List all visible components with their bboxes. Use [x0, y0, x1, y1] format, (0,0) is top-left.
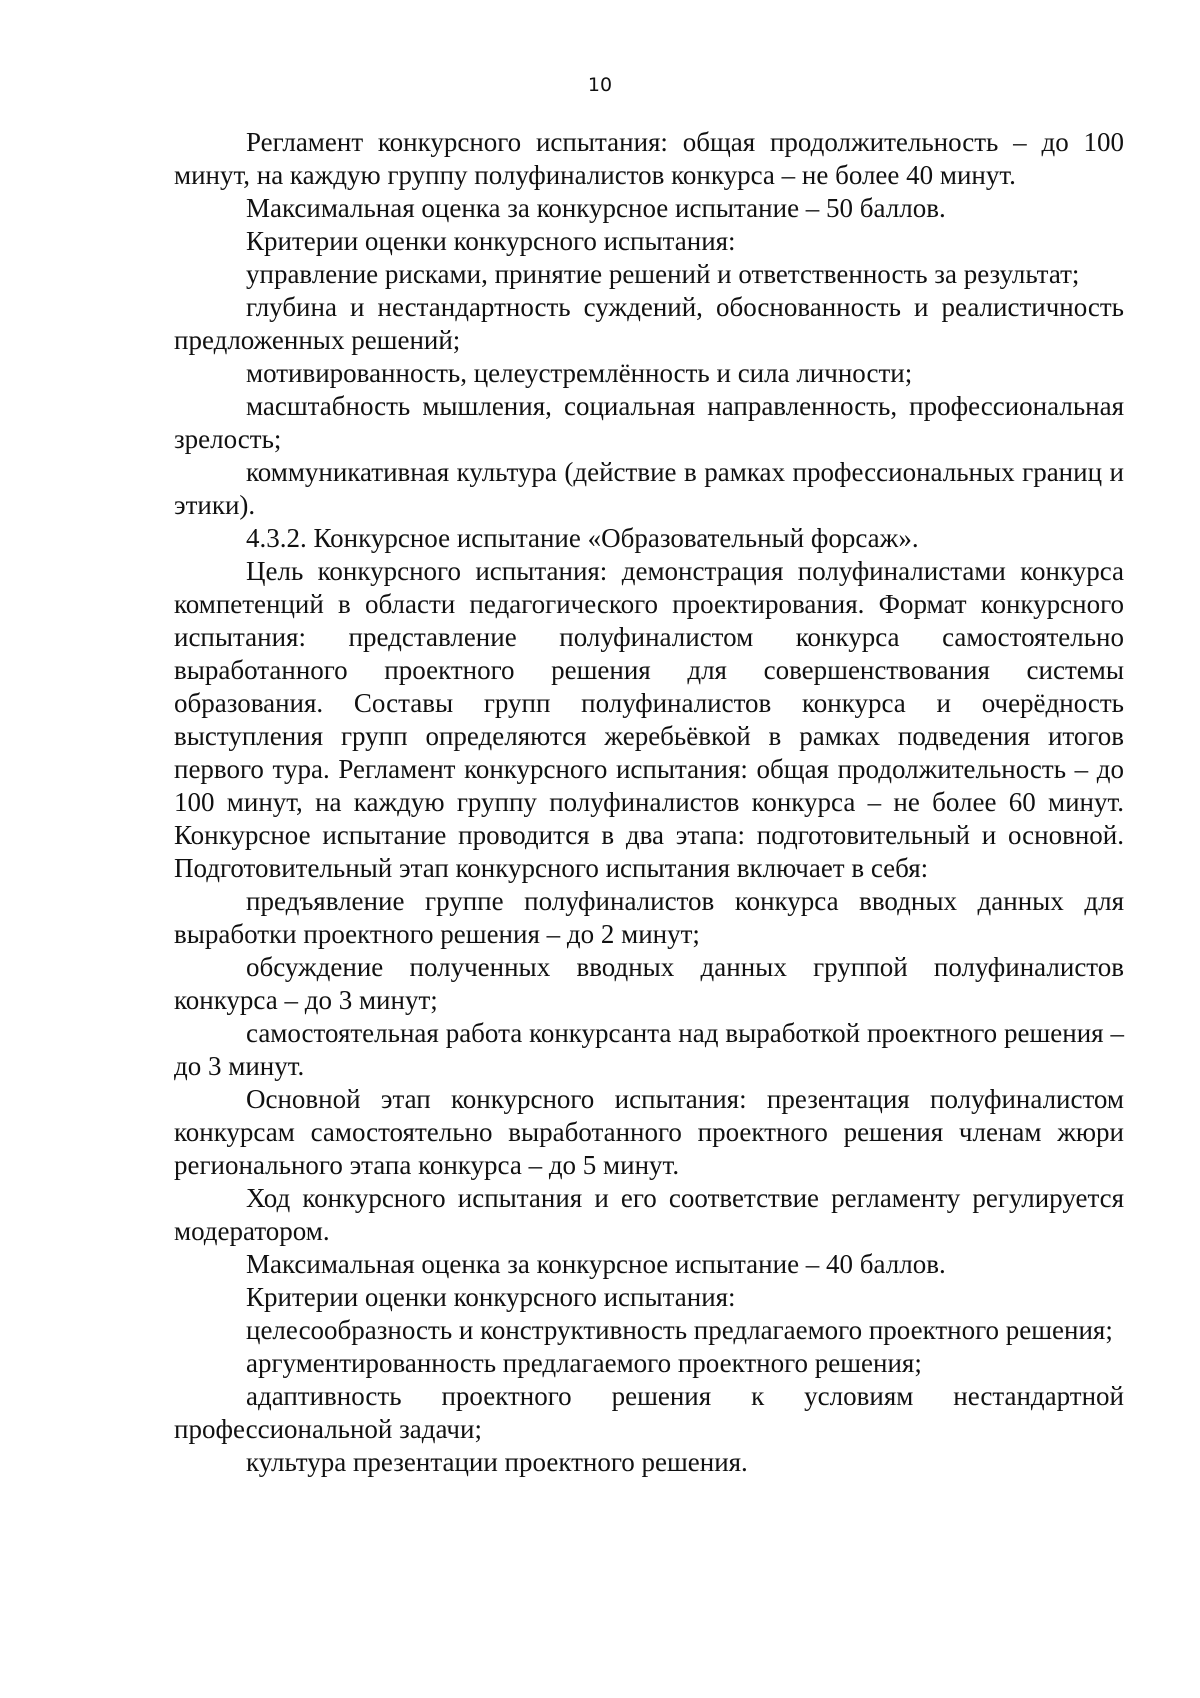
list-item: коммуникативная культура (действие в рамках профессиональных границ и этики). — [174, 457, 1124, 520]
list-item: предъявление группе полуфиналистов конкурса вводных данных для выработки проектного решения – до 2 минут; — [174, 886, 1124, 949]
page-number: 10 — [587, 74, 613, 96]
list-item: обсуждение полученных вводных данных группой полуфиналистов конкурса – до 3 минут; — [174, 952, 1124, 1015]
document-body — [174, 126, 1124, 1479]
paragraph: Критерии оценки конкурсного испытания: — [246, 1282, 736, 1312]
list-item: глубина и нестандартность суждений, обоснованность и реалистичность предложенных решений; — [174, 292, 1124, 355]
list-item: целесообразность и конструктивность предлагаемого проектного решения; — [246, 1315, 1113, 1345]
list-item: масштабность мышления, социальная направленность, профессиональная зрелость; — [174, 391, 1124, 454]
list-item: управление рисками, принятие решений и ответственность за результат; — [246, 259, 1080, 289]
list-item: культура презентации проектного решения. — [246, 1447, 748, 1477]
list-item: самостоятельная работа конкурсанта над выработкой проектного решения – до 3 минут. — [174, 1018, 1124, 1081]
list-item: аргументированность предлагаемого проектного решения; — [246, 1348, 922, 1378]
list-item: адаптивность проектного решения к условиям нестандартной профессиональной задачи; — [174, 1381, 1124, 1444]
paragraph: Регламент конкурсного испытания: общая продолжительность – до 100 минут, на каждую группу полуфиналистов конкурса – не более 40 минут. — [174, 127, 1124, 190]
paragraph: Максимальная оценка за конкурсное испытание – 50 баллов. — [246, 193, 946, 223]
list-item: мотивированность, целеустремлённость и сила личности; — [246, 358, 913, 388]
paragraph: Максимальная оценка за конкурсное испытание – 40 баллов. — [246, 1249, 946, 1279]
paragraph: Ход конкурсного испытания и его соответствие регламенту регулируется модератором. — [174, 1183, 1124, 1246]
paragraph: Критерии оценки конкурсного испытания: — [246, 226, 736, 256]
section-heading: 4.3.2. Конкурсное испытание «Образовательный форсаж». — [246, 523, 919, 553]
paragraph: Цель конкурсного испытания: демонстрация полуфиналистами конкурса компетенций в области педагогического проектирования. Формат конкурсного испытания: представление полуфиналистом конкурса самостоятельно выработанного проектного решения для совершенствования системы образования. Составы групп полуфиналистов конкурса и очерёдность выступления групп определяются жеребьёвкой в рамках подведения итогов первого тура. Регламент конкурсного испытания: общая продолжительность – до 100 минут, на каждую группу полуфиналистов конкурса – не более 60 минут. Конкурсное испытание проводится в два этапа: подготовительный и основной. Подготовительный этап конкурсного испытания включает в себя: — [174, 556, 1124, 883]
paragraph: Основной этап конкурсного испытания: презентация полуфиналистом конкурсам самостоятельно выработанного проектного решения членам жюри регионального этапа конкурса – до 5 минут. — [174, 1084, 1124, 1180]
